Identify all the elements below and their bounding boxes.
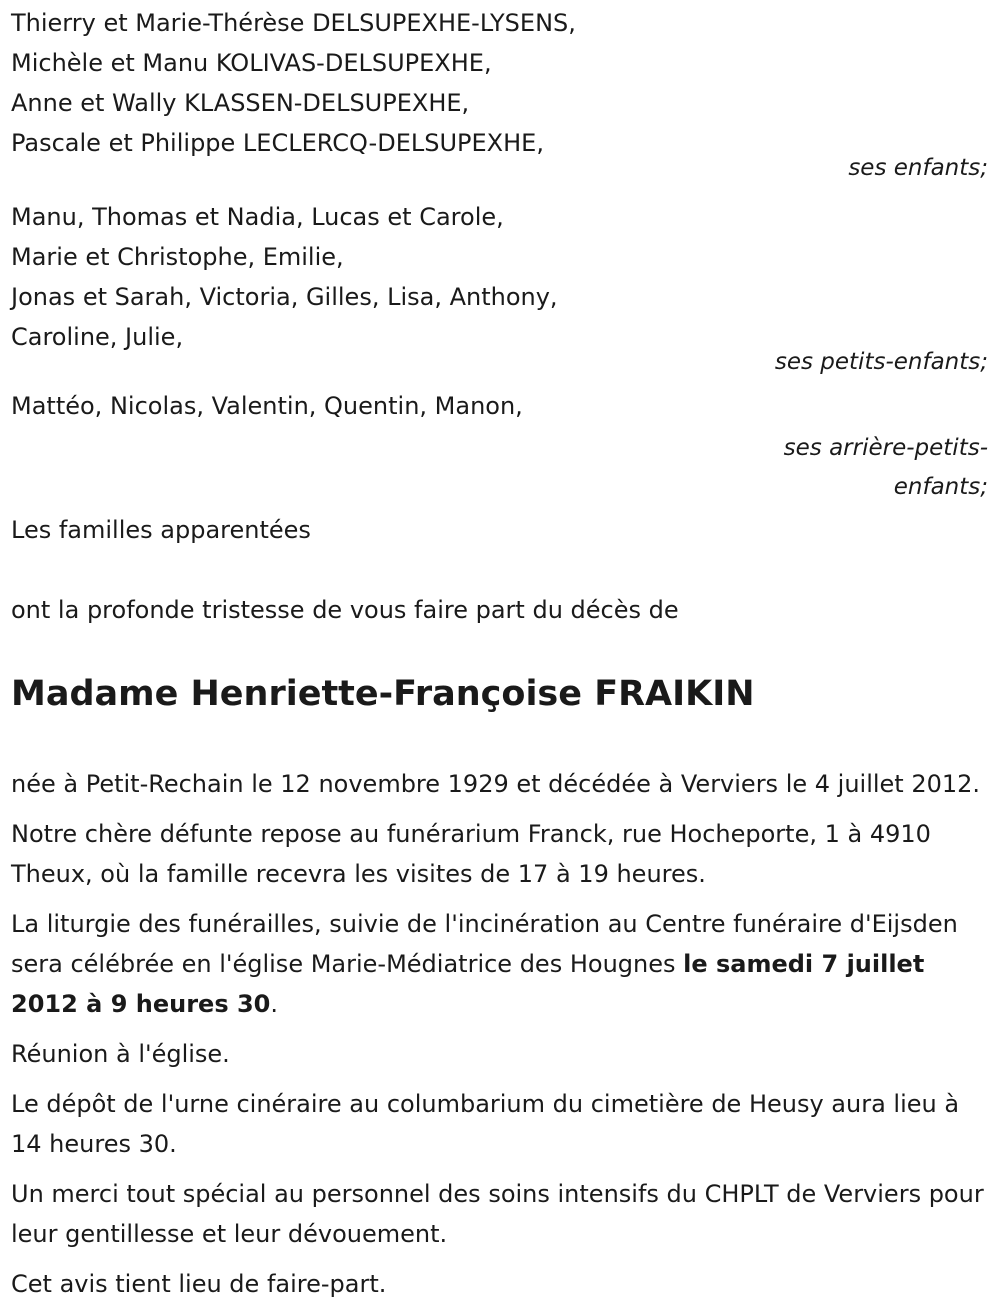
children-line: Anne et Wally KLASSEN-DELSUPEXHE, <box>11 89 470 117</box>
funerarium-paragraph: Notre chère défunte repose au funérarium Franck, rue Hocheporte, 1 à 4910 Theux, où la famille recevra les visites de 17 à 19 heures. <box>11 820 931 888</box>
children-line: Thierry et Marie-Thérèse DELSUPEXHE-LYSENS, <box>11 9 576 37</box>
children-line: Michèle et Manu KOLIVAS-DELSUPEXHE, <box>11 49 492 77</box>
urn-paragraph: Le dépôt de l'urne cinéraire au columbarium du cimetière de Heusy aura lieu à 14 heures 30. <box>11 1090 960 1158</box>
grandchildren-line: Jonas et Sarah, Victoria, Gilles, Lisa, Anthony, <box>11 283 558 311</box>
reunion-paragraph: Réunion à l'église. <box>11 1040 230 1068</box>
liturgy-paragraph <box>11 904 990 1024</box>
liturgy-text: La liturgie des funérailles, suivie de l'incinération au Centre funéraire d'Eijsden sera célébrée en l'église Marie-Médiatrice des Hougnes <box>11 910 958 978</box>
great-grandchildren-line: Mattéo, Nicolas, Valentin, Quentin, Manon, <box>11 392 523 420</box>
thanks-paragraph: Un merci tout spécial au personnel des soins intensifs du CHPLT de Verviers pour leur gentillesse et leur dévouement. <box>11 1180 984 1248</box>
children-line: Pascale et Philippe LECLERCQ-DELSUPEXHE, <box>11 129 544 157</box>
birth-death-paragraph: née à Petit-Rechain le 12 novembre 1929 et décédée à Verviers le 4 juillet 2012. <box>11 770 981 798</box>
grandchildren-line: Marie et Christophe, Emilie, <box>11 243 344 271</box>
deceased-name: Madame Henriette-Françoise FRAIKIN <box>11 674 755 714</box>
grandchildren-line: Caroline, Julie, <box>11 323 184 351</box>
children-group <box>11 3 990 187</box>
great-grandchildren-group <box>11 386 990 500</box>
great-grandchildren-role-label <box>784 429 988 507</box>
liturgy-end: . <box>270 990 278 1018</box>
liturgy-date: le samedi 7 juillet 2012 à 9 heures 30 <box>11 950 925 1018</box>
related-families: Les familles apparentées <box>11 516 311 544</box>
grandchildren-role-label: ses petits-enfants; <box>774 349 988 375</box>
grandchildren-group <box>11 197 990 381</box>
grandchildren-line: Manu, Thomas et Nadia, Lucas et Carole, <box>11 203 504 231</box>
great-grandchildren-role-line: enfants; <box>893 474 988 500</box>
children-role-label: ses enfants; <box>848 155 988 181</box>
great-grandchildren-role-line: ses arrière-petits- <box>783 435 988 461</box>
announcement-text: ont la profonde tristesse de vous faire part du décès de <box>11 596 679 624</box>
notice-paragraph: Cet avis tient lieu de faire-part. <box>11 1270 387 1298</box>
